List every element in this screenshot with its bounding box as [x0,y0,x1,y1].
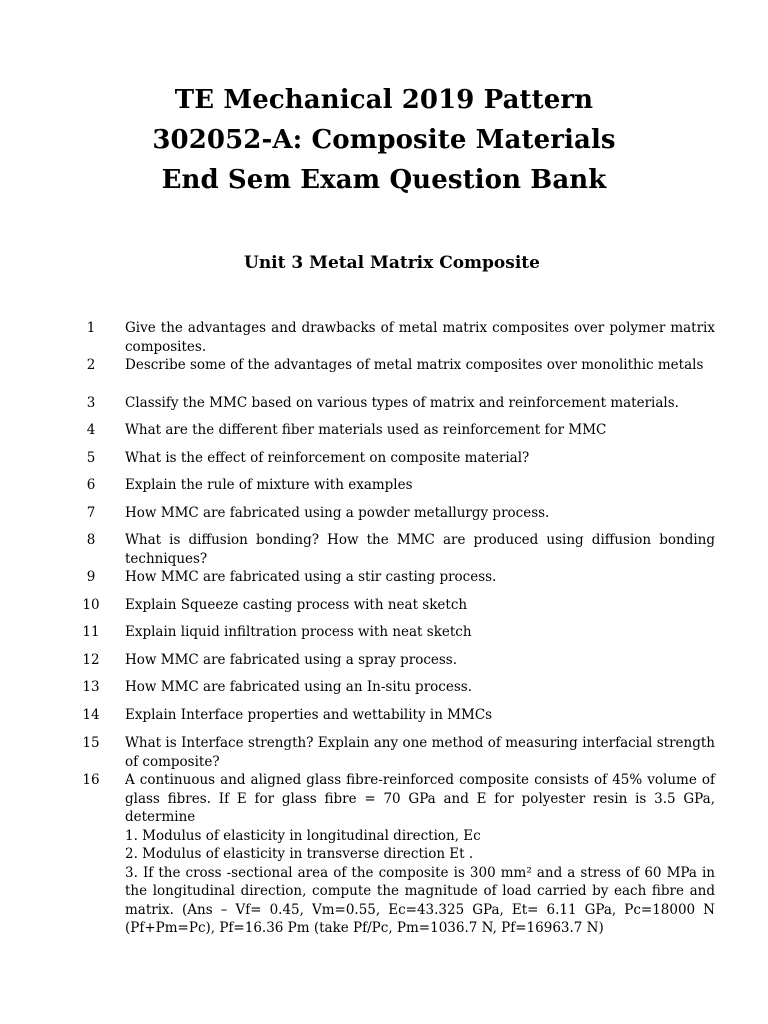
question-subpart: 3. If the cross -sectional area of the composite is 300 mm² and a stress of 60 MPa in the longitudinal direction, compute the magnitude of load carried by each fibre and matrix. (Ans – Vf= 0.45, Vm=0.55, Ec=43.325 GPa, Et= 6.11 GPa, Pc=18000 N (Pf+Pm=Pc), Pf=16.36 Pm (take Pf/Pc, Pm=1036.7 N, Pf=16963.7 N) [125,864,715,936]
question-number: 13 [82,679,100,695]
question-text: What is the effect of reinforcement on composite material? [125,450,530,466]
question-text: What is Interface strength? Explain any one method of measuring interfacial strength of composite? [125,735,715,770]
question-number: 6 [86,477,96,493]
question-number: 16 [82,772,100,788]
question-text: How MMC are fabricated using a stir casting process. [125,569,497,585]
question-number: 11 [82,624,100,640]
unit-heading: Unit 3 Metal Matrix Composite [244,253,540,273]
title-line-course: TE Mechanical 2019 Pattern [174,85,594,115]
question-number: 10 [82,597,100,613]
question-text: What are the different fiber materials used as reinforcement for MMC [125,422,607,438]
question-number: 4 [86,422,96,438]
question-number: 15 [82,735,100,751]
question-text: Classify the MMC based on various types of matrix and reinforcement materials. [125,395,679,411]
question-number: 7 [86,505,96,521]
question-number: 9 [86,569,96,585]
question-text: What is diffusion bonding? How the MMC are produced using diffusion bonding techniques? [125,532,715,567]
question-number: 3 [86,395,96,411]
question-subpart: 1. Modulus of elasticity in longitudinal direction, Ec [125,827,481,844]
question-number: 2 [86,357,96,373]
question-text: Describe some of the advantages of metal matrix composites over monolithic metals [125,357,704,373]
question-text: Explain Interface properties and wettability in MMCs [125,707,493,723]
question-text: How MMC are fabricated using a powder metallurgy process. [125,505,550,521]
title-line-exam: End Sem Exam Question Bank [161,165,607,195]
question-number: 8 [86,532,96,548]
title-line-subject: 302052-A: Composite Materials [152,125,616,155]
question-text: Give the advantages and drawbacks of metal matrix composites over polymer matrix composites. [125,320,715,355]
question-text: Explain liquid infiltration process with neat sketch [125,624,472,640]
question-text: Explain Squeeze casting process with neat sketch [125,597,468,613]
question-text: How MMC are fabricated using a spray process. [125,652,458,668]
question-number: 5 [86,450,96,466]
question-text: Explain the rule of mixture with examples [125,477,413,493]
question-number: 1 [86,320,96,336]
question-text: How MMC are fabricated using an In-situ process. [125,679,472,695]
question-number: 12 [82,652,100,668]
question-text-block [125,771,715,938]
question-text: A continuous and aligned glass fibre-reinforced composite consists of 45% volume of glass fibres. If E for glass fibre = 70 GPa and E for polyester resin is 3.5 GPa, determine [125,772,715,825]
question-number: 14 [82,707,100,723]
question-subpart: 2. Modulus of elasticity in transverse direction Et . [125,846,474,862]
